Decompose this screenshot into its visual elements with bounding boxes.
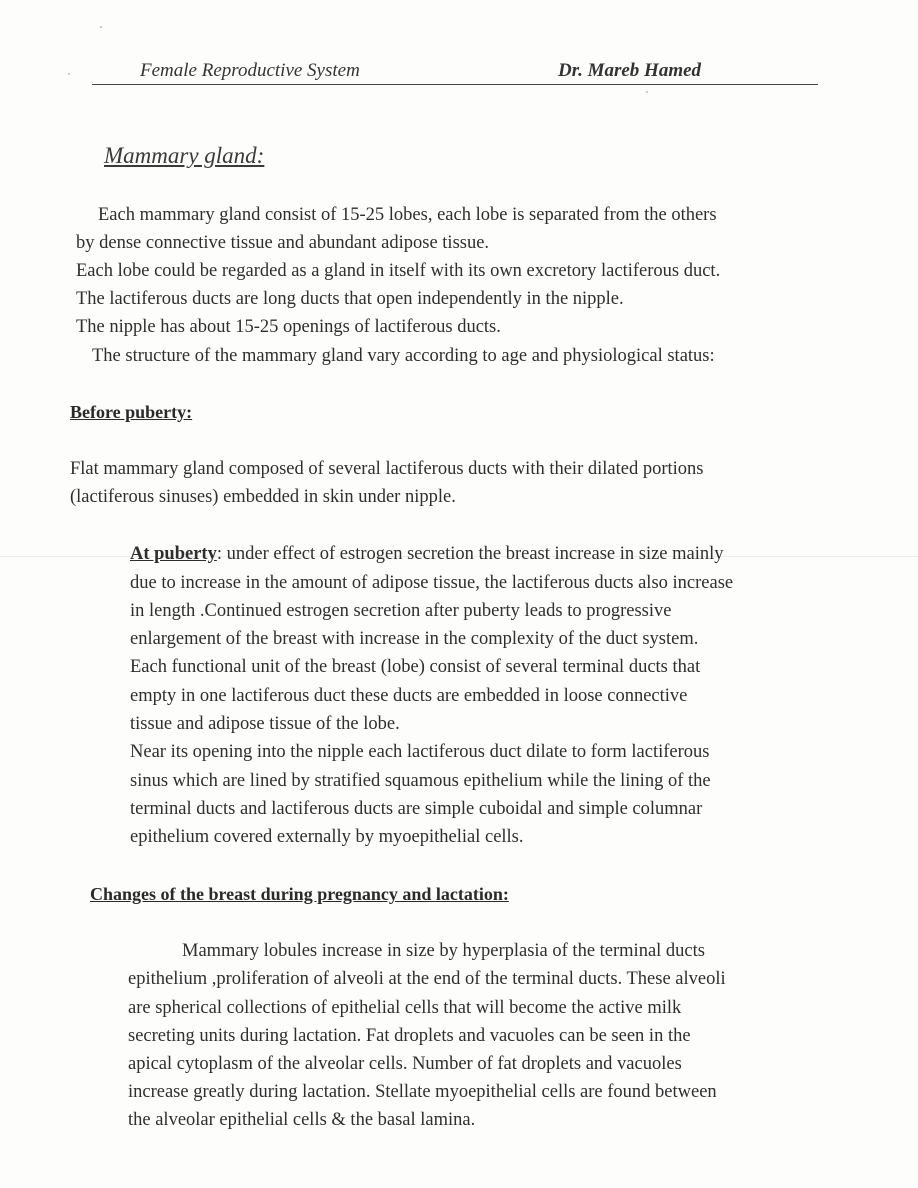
at-puberty-line: tissue and adipose tissue of the lobe. (130, 714, 400, 734)
at-puberty-line: epithelium covered externally by myoepithelial cells. (130, 827, 524, 847)
at-puberty-line: sinus which are lined by stratified squamous epithelium while the lining of the (130, 771, 711, 791)
pregnancy-line: the alveolar epithelial cells & the basal lamina. (128, 1110, 476, 1130)
at-puberty-line: Near its opening into the nipple each lactiferous duct dilate to form lactiferous (130, 742, 710, 762)
header-left-title: Female Reproductive System (140, 60, 360, 81)
at-puberty-line: due to increase in the amount of adipose tissue, the lactiferous ducts also increase (130, 573, 734, 593)
at-puberty-line: in length .Continued estrogen secretion after puberty leads to progressive (130, 601, 672, 621)
pregnancy-line: apical cytoplasm of the alveolar cells. Number of fat droplets and vacuoles (128, 1054, 682, 1074)
scan-speck (646, 91, 648, 93)
at-puberty-line: terminal ducts and lactiferous ducts are simple cuboidal and simple columnar (130, 799, 703, 819)
intro-line: by dense connective tissue and abundant adipose tissue. (76, 233, 490, 253)
pregnancy-line: epithelium ,proliferation of alveoli at the end of the terminal ducts. These alveoli (128, 969, 726, 989)
pregnancy-line: are spherical collections of epithelial cells that will become the active milk (128, 998, 682, 1018)
at-puberty-line: empty in one lactiferous duct these ducts are embedded in loose connective (130, 686, 688, 706)
page-title: Mammary gland: (104, 143, 265, 168)
at-puberty-first-line (130, 544, 724, 565)
scan-speck (100, 26, 102, 28)
scan-speck (68, 73, 70, 75)
section-heading-pregnancy-lactation: Changes of the breast during pregnancy and lactation: (90, 884, 509, 904)
header-author: Dr. Mareb Hamed (558, 60, 702, 81)
at-puberty-label: At puberty (130, 544, 217, 564)
pregnancy-line: secreting units during lactation. Fat droplets and vacuoles can be seen in the (128, 1026, 691, 1046)
intro-line: Each lobe could be regarded as a gland in itself with its own excretory lactiferous duct. (76, 261, 721, 281)
before-puberty-line: (lactiferous sinuses) embedded in skin under nipple. (70, 487, 456, 507)
pregnancy-line: Mammary lobules increase in size by hyperplasia of the terminal ducts (182, 941, 705, 961)
pregnancy-line: increase greatly during lactation. Stellate myoepithelial cells are found between (128, 1082, 717, 1102)
at-puberty-first-line-text: : under effect of estrogen secretion the breast increase in size mainly (216, 544, 724, 564)
intro-line: The structure of the mammary gland vary according to age and physiological status: (92, 346, 715, 366)
section-heading-before-puberty: Before puberty: (70, 402, 193, 422)
before-puberty-line: Flat mammary gland composed of several lactiferous ducts with their dilated portions (70, 459, 704, 479)
intro-line: Each mammary gland consist of 15-25 lobes, each lobe is separated from the others (98, 205, 717, 225)
at-puberty-line: enlargement of the breast with increase in the complexity of the duct system. (130, 629, 699, 649)
intro-line: The lactiferous ducts are long ducts that open independently in the nipple. (76, 289, 624, 309)
at-puberty-line: Each functional unit of the breast (lobe) consist of several terminal ducts that (130, 657, 701, 677)
header-rule (92, 84, 818, 85)
intro-line: The nipple has about 15-25 openings of lactiferous ducts. (76, 317, 501, 337)
